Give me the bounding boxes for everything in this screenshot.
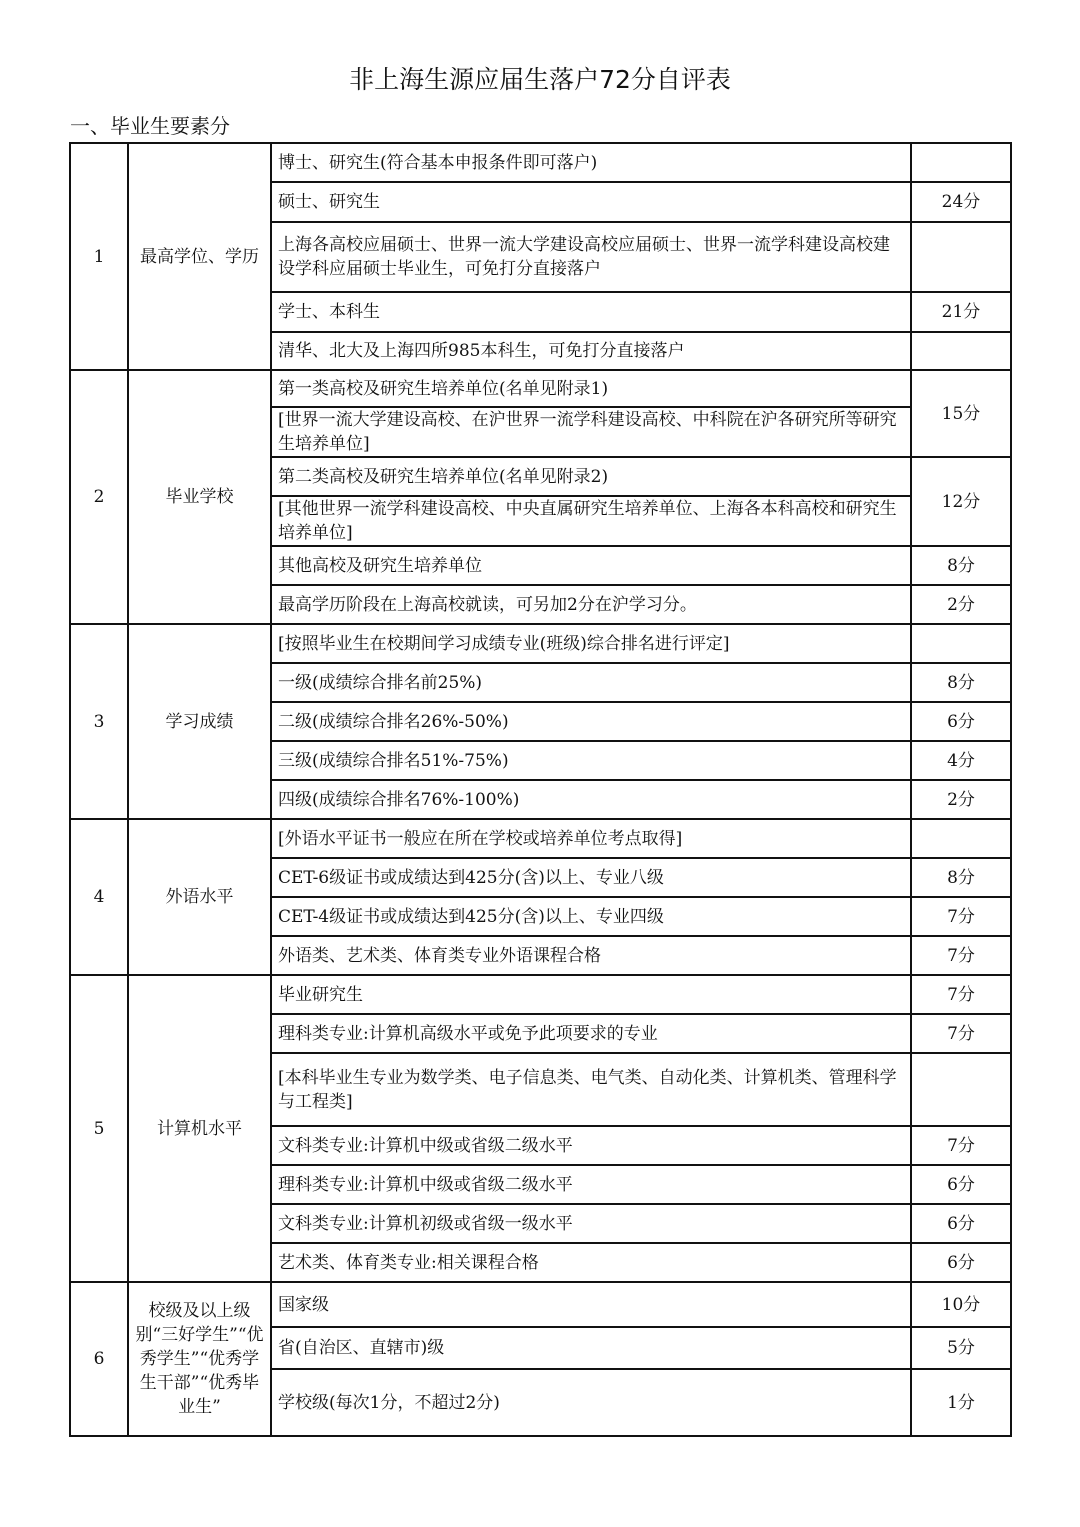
points-cell: 24分 <box>911 182 1011 222</box>
points-cell: 8分 <box>911 663 1011 702</box>
points-cell: 7分 <box>911 975 1011 1014</box>
points-cell: 10分 <box>911 1282 1011 1327</box>
item-cell: 国家级 <box>271 1282 911 1327</box>
item-cell: 第二类高校及研究生培养单位(名单见附录2) <box>271 457 911 496</box>
table-row <box>70 624 1011 663</box>
points-cell: 6分 <box>911 1243 1011 1282</box>
points-cell: 6分 <box>911 702 1011 741</box>
group-number: 1 <box>70 143 128 370</box>
item-cell: 三级(成绩综合排名51%-75%) <box>271 741 911 780</box>
points-cell <box>911 1053 1011 1126</box>
item-cell: 理科类专业:计算机高级水平或免予此项要求的专业 <box>271 1014 911 1053</box>
item-cell: 外语类、艺术类、体育类专业外语课程合格 <box>271 936 911 975</box>
group-category: 学习成绩 <box>128 624 271 819</box>
group-category: 最高学位、学历 <box>128 143 271 370</box>
points-cell <box>911 624 1011 663</box>
item-cell: 学校级(每次1分，不超过2分) <box>271 1369 911 1436</box>
points-cell <box>911 143 1011 182</box>
points-cell: 2分 <box>911 780 1011 819</box>
item-cell: 文科类专业:计算机初级或省级一级水平 <box>271 1204 911 1243</box>
group-number: 6 <box>70 1282 128 1436</box>
points-cell: 21分 <box>911 292 1011 332</box>
table-row <box>70 143 1011 182</box>
table-row <box>70 975 1011 1014</box>
item-cell: 博士、研究生(符合基本申报条件即可落户) <box>271 143 911 182</box>
item-cell: 文科类专业:计算机中级或省级二级水平 <box>271 1126 911 1165</box>
score-table <box>69 142 1012 1437</box>
page-title: 非上海生源应届生落户72分自评表 <box>349 65 731 94</box>
item-cell: 学士、本科生 <box>271 292 911 332</box>
points-cell: 6分 <box>911 1165 1011 1204</box>
group-category: 毕业学校 <box>128 370 271 624</box>
points-cell: 7分 <box>911 1014 1011 1053</box>
points-cell: 12分 <box>911 457 1011 546</box>
group-number: 3 <box>70 624 128 819</box>
group-category: 校级及以上级别“三好学生”“优秀学生”“优秀学生干部”“优秀毕业生” <box>128 1282 271 1436</box>
points-cell: 5分 <box>911 1327 1011 1369</box>
group-number: 2 <box>70 370 128 624</box>
group-number: 4 <box>70 819 128 975</box>
item-cell: [外语水平证书一般应在所在学校或培养单位考点取得] <box>271 819 911 858</box>
group-category: 外语水平 <box>128 819 271 975</box>
item-cell: 省(自治区、直辖市)级 <box>271 1327 911 1369</box>
points-cell <box>911 332 1011 370</box>
item-cell: [按照毕业生在校期间学习成绩专业(班级)综合排名进行评定] <box>271 624 911 663</box>
item-cell: CET-4级证书或成绩达到425分(含)以上、专业四级 <box>271 897 911 936</box>
item-cell: 清华、北大及上海四所985本科生，可免打分直接落户 <box>271 332 911 370</box>
points-cell: 8分 <box>911 546 1011 585</box>
points-cell: 4分 <box>911 741 1011 780</box>
points-cell: 7分 <box>911 936 1011 975</box>
item-cell: CET-6级证书或成绩达到425分(含)以上、专业八级 <box>271 858 911 897</box>
item-cell: 最高学历阶段在上海高校就读，可另加2分在沪学习分。 <box>271 585 911 624</box>
section-heading: 一、毕业生要素分 <box>70 114 230 138</box>
points-cell: 7分 <box>911 1126 1011 1165</box>
item-cell: 艺术类、体育类专业:相关课程合格 <box>271 1243 911 1282</box>
item-cell: [本科毕业生专业为数学类、电子信息类、电气类、自动化类、计算机类、管理科学与工程类] <box>271 1053 911 1126</box>
item-cell: 毕业研究生 <box>271 975 911 1014</box>
item-cell: 一级(成绩综合排名前25%) <box>271 663 911 702</box>
group-category: 计算机水平 <box>128 975 271 1282</box>
item-cell: 理科类专业:计算机中级或省级二级水平 <box>271 1165 911 1204</box>
points-cell <box>911 222 1011 292</box>
table-row <box>70 370 1011 407</box>
points-cell: 15分 <box>911 370 1011 457</box>
item-cell: 硕士、研究生 <box>271 182 911 222</box>
table-row <box>70 1282 1011 1327</box>
points-cell <box>911 819 1011 858</box>
points-cell: 6分 <box>911 1204 1011 1243</box>
item-cell: 其他高校及研究生培养单位 <box>271 546 911 585</box>
group-number: 5 <box>70 975 128 1282</box>
item-cell: 二级(成绩综合排名26%-50%) <box>271 702 911 741</box>
item-cell: 四级(成绩综合排名76%-100%) <box>271 780 911 819</box>
points-cell: 1分 <box>911 1369 1011 1436</box>
item-cell: 第一类高校及研究生培养单位(名单见附录1) <box>271 370 911 407</box>
item-cell: [其他世界一流学科建设高校、中央直属研究生培养单位、上海各本科高校和研究生培养单位] <box>271 496 911 546</box>
item-cell: 上海各高校应届硕士、世界一流大学建设高校应届硕士、世界一流学科建设高校建设学科应届硕士毕业生，可免打分直接落户 <box>271 222 911 292</box>
table-row <box>70 819 1011 858</box>
points-cell: 2分 <box>911 585 1011 624</box>
item-cell: [世界一流大学建设高校、在沪世界一流学科建设高校、中科院在沪各研究所等研究生培养单位] <box>271 407 911 457</box>
points-cell: 7分 <box>911 897 1011 936</box>
points-cell: 8分 <box>911 858 1011 897</box>
